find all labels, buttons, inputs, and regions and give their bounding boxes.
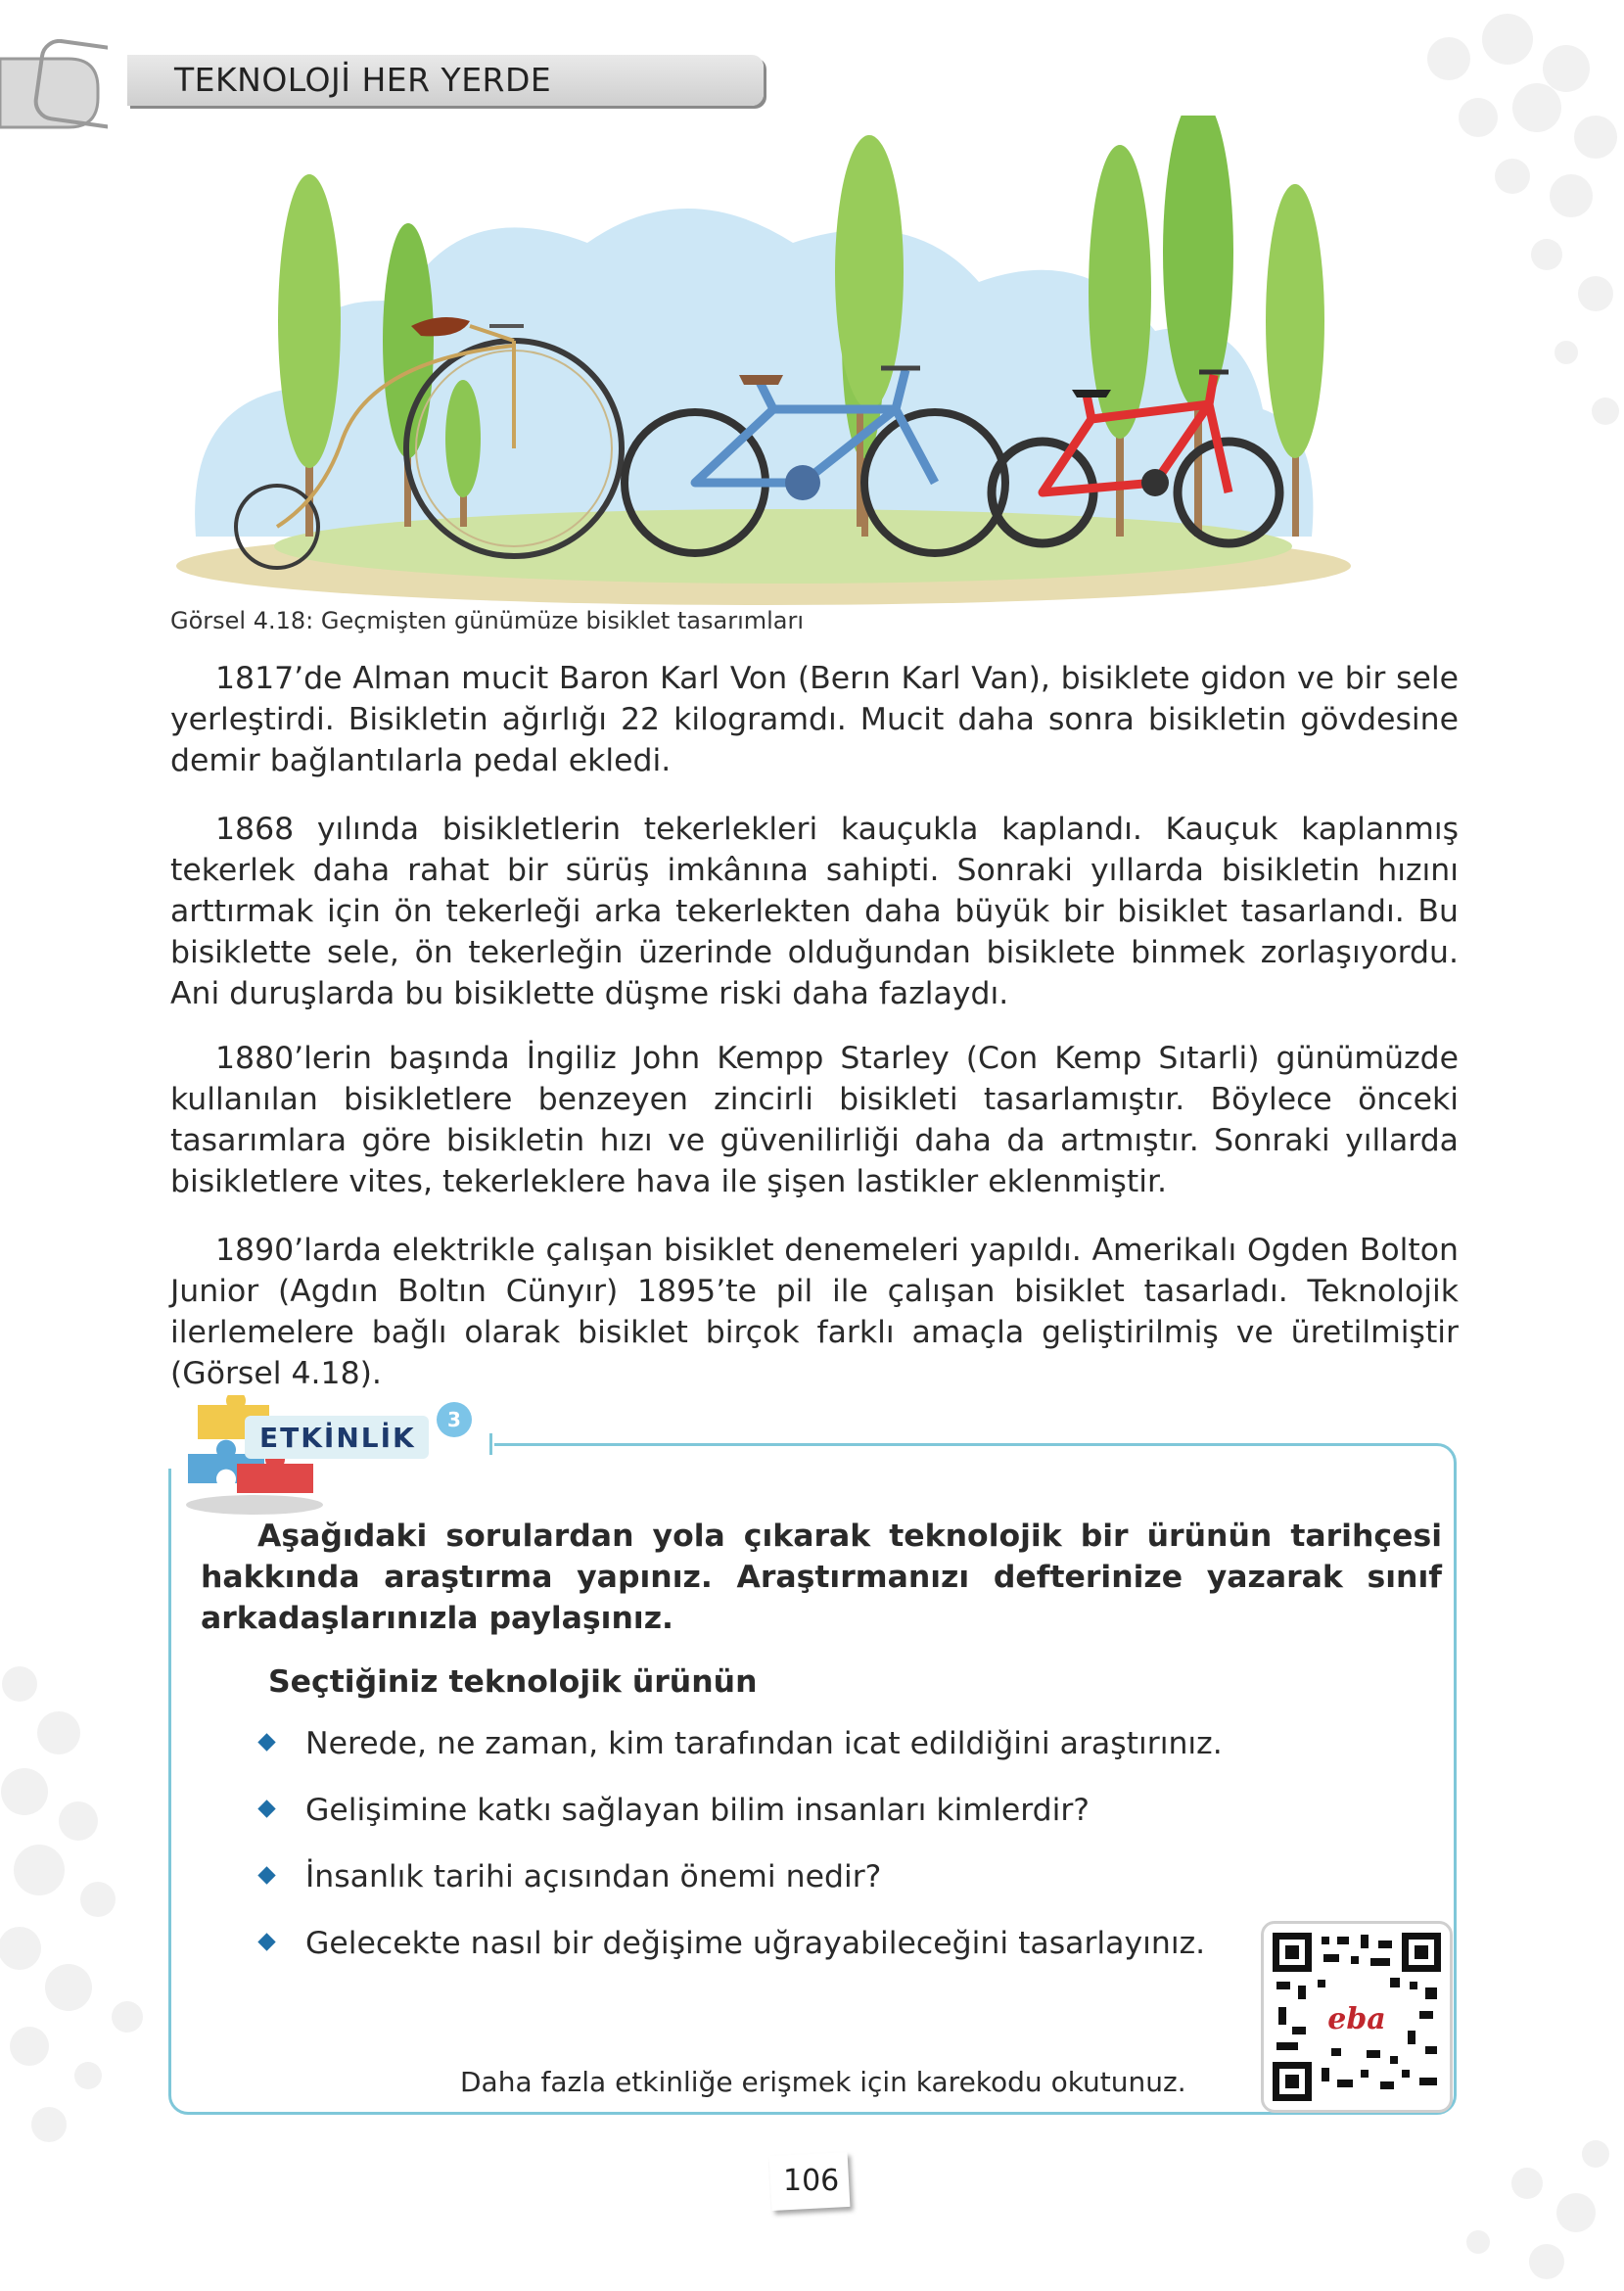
diamond-bullet-icon [257, 1800, 275, 1817]
list-item [256, 1923, 1223, 1989]
diamond-bullet-icon [257, 1866, 275, 1884]
activity-bullet-list [256, 1723, 1223, 1989]
activity-intro: Aşağıdaki sorulardan yola çıkarak teknolojik bir ürünün tarihçesi hakkında araştırma yapınız. Araştırmanızı defterinize yazarak sınıf arkadaşlarınızla paylaşınız. [201, 1519, 1442, 1636]
page-number: 106 [783, 2164, 840, 2198]
activity-subheading: Seçtiğiniz teknolojik ürünün [268, 1664, 758, 1700]
list-item [256, 1790, 1223, 1856]
activity-number-badge: 3 [437, 1402, 472, 1437]
list-item-text: İnsanlık tarihi açısından önemi nedir? [305, 1859, 882, 1894]
list-item-text: Nerede, ne zaman, kim tarafından icat edildiğini araştırınız. [305, 1726, 1223, 1761]
activity-label: ETKİNLİK [259, 1422, 416, 1454]
activity-box-tick [489, 1433, 492, 1455]
list-item-text: Gelecekte nasıl bir değişime uğrayabileceğini tasarlayınız. [305, 1926, 1206, 1961]
list-item [256, 1723, 1223, 1790]
paragraph-2: 1868 yılında bisikletlerin tekerlekleri kauçukla kaplandı. Kauçuk kaplanmış tekerlek daha rahat bir sürüş imkânına sahipti. Sonraki yıllarda bisikletin hızını arttırmak için ön tekerleği arka tekerlekten daha büyük bir bisiklet tasarlandı. Bu bisiklette sele, ön tekerleğin üzerinde olduğundan bisiklete binmek zorlaşıyordu. Ani duruşlarda bu bisiklette düşme riski daha fazlaydı. [170, 812, 1459, 1011]
qr-note: Daha fazla etkinliğe erişmek için karekodu okutunuz. [460, 2066, 1186, 2098]
header-tab-icon [0, 39, 108, 137]
figure-caption: Görsel 4.18: Geçmişten günümüze bisiklet tasarımları [170, 607, 805, 634]
paragraph-3: 1880’lerin başında İngiliz John Kempp Starley (Con Kemp Sıtarli) günümüzde kullanılan bisikletlere benzeyen zincirli bisikleti tasarlamıştır. Böylece önceki tasarımlara göre bisikletin hızı ve güvenilirliği daha da artmıştır. Sonraki yıllarda bisikletlere vites, tekerleklere hava ile şişen lastikler eklenmiştir. [170, 1041, 1459, 1199]
list-item-text: Gelişimine katkı sağlayan bilim insanları kimlerdir? [305, 1793, 1090, 1828]
paragraph-4: 1890’larda elektrikle çalışan bisiklet denemeleri yapıldı. Amerikalı Ogden Bolton Junior (Agdın Boltın Cünyır) 1895’te pil ile çalışan bisiklet tasarladı. Teknolojik ilerlemelere bağlı olarak bisiklet birçok farklı amaçla geliştirilmiş ve üretilmiştir (Görsel 4.18). [170, 1233, 1459, 1391]
diamond-bullet-icon [257, 1733, 275, 1751]
paragraph-1: 1817’de Alman mucit Baron Karl Von (Berın Karl Van), bisiklete gidon ve bir sele yerleştirdi. Bisikletin ağırlığı 22 kilogramdı. Mucit daha sonra bisikletin gövdesine demir bağlantılarla pedal ekledi. [170, 661, 1459, 778]
diamond-bullet-icon [257, 1933, 275, 1950]
bicycle-illustration [176, 116, 1400, 605]
list-item [256, 1856, 1223, 1923]
qr-code-icon[interactable] [1273, 1933, 1441, 2101]
unit-title: TEKNOLOJİ HER YERDE [174, 61, 552, 99]
qr-logo-text: eba [1327, 2002, 1386, 2036]
